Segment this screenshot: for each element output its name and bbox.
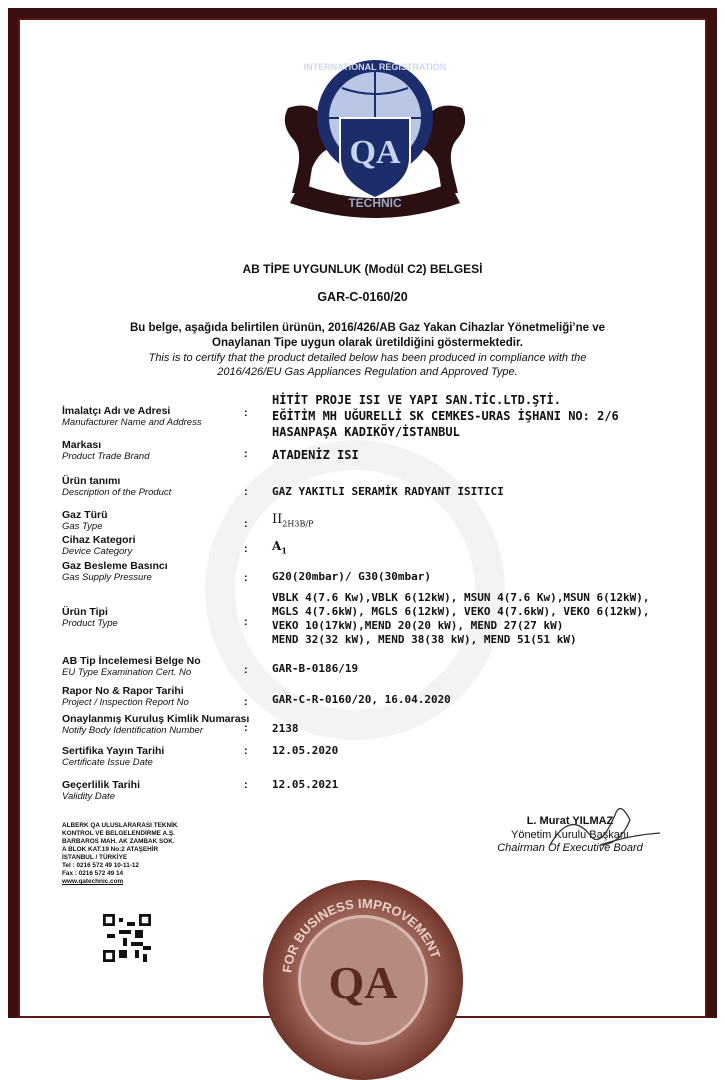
intro-tr-line-2: Onaylanan Tipe uygun olarak üretildiğini göstermektedir. (212, 337, 523, 349)
product-type-label: Ürün Tipi (62, 606, 108, 618)
brand-value: ATADENİZ ISI (272, 448, 359, 462)
gas-pressure-label: Gaz Besleme Basıncı (62, 560, 168, 572)
address-line: Fax : 0216 572 49 14 (62, 870, 124, 877)
description-label: Ürün tanımı (62, 475, 121, 487)
manufacturer-line-2: EĞİTİM MH UĞURELLİ SK CEMKES-URAS İŞHANI NO: 2/6 (272, 409, 619, 423)
signatory-title-tr: Yönetim Kurulu Başkanı (510, 829, 629, 841)
colon: : (244, 664, 248, 676)
logo-banner: TECHNIC (348, 196, 402, 210)
address-line: ALBERK QA ULUSLARARASI TEKNİK (62, 822, 178, 829)
report-value: GAR-C-R-0160/20, 16.04.2020 (272, 693, 451, 706)
manufacturer-label: İmalatçı Adı ve Adresi (62, 405, 171, 417)
issue-date-label-en: Certificate Issue Date (62, 757, 153, 768)
product-type-line-3: VEKO 10(17kW),MEND 20(20 kW), MEND 27(27 kW) (272, 619, 564, 632)
eu-exam-value: GAR-B-0186/19 (272, 662, 359, 675)
eu-exam-label-en: EU Type Examination Cert. No (62, 667, 192, 678)
certificate-number: GAR-C-0160/20 (317, 290, 408, 304)
manufacturer-label-en: Manufacturer Name and Address (62, 417, 202, 428)
document-title: AB TİPE UYGUNLUK (Modül C2) BELGESİ (242, 262, 483, 276)
validity-label-en: Validity Date (62, 791, 115, 802)
issue-date-label: Sertifika Yayın Tarihi (62, 745, 165, 757)
product-type-line-1: VBLK 4(7.6 Kw),VBLK 6(12kW), MSUN 4(7.6 Kw),MSUN 6(12kW), (272, 591, 650, 604)
colon: : (244, 722, 248, 734)
intro-en-line-1: This is to certify that the product detailed below has been produced in compliance with the (148, 352, 587, 364)
notify-body-label-en: Notify Body Identification Number (62, 725, 203, 736)
manufacturer-line-3: HASANPAŞA KADIKÖY/İSTANBUL (272, 425, 460, 439)
logo-letters: QA (349, 134, 401, 171)
address-line: Tel : 0216 572 49 10-11-12 (62, 862, 139, 869)
intro-en-line-2: 2016/426/EU Gas Appliances Regulation and Approved Type. (217, 366, 518, 378)
signatory-title-en: Chairman Of Executive Board (497, 842, 643, 854)
handwritten-signature (540, 800, 670, 860)
colon: : (244, 448, 248, 460)
description-label-en: Description of the Product (62, 487, 172, 498)
colon: : (244, 543, 248, 555)
brand-label-en: Product Trade Brand (62, 451, 150, 462)
address-line: KONTROL VE BELGELENDİRME A.Ş. (62, 830, 175, 837)
qa-technic-seal (263, 880, 463, 1080)
colon: : (244, 745, 248, 757)
colon: : (244, 616, 248, 628)
notify-body-label: Onaylanmış Kuruluş Kimlik Numarası (62, 713, 250, 725)
signatory-name: L. Murat YILMAZ (526, 815, 614, 827)
colon: : (244, 407, 248, 419)
eu-exam-label: AB Tip İncelemesi Belge No (62, 655, 201, 667)
intro-tr-line-1: Bu belge, aşağıda belirtilen ürünün, 2016/426/AB Gaz Yakan Cihazlar Yönetmeliği’ne ve (129, 322, 606, 334)
product-type-line-2: MGLS 4(7.6kW), MGLS 6(12kW), VEKO 4(7.6kW), VEKO 6(12kW), (272, 605, 650, 618)
product-type-label-en: Product Type (62, 618, 118, 629)
brand-label: Markası (62, 439, 102, 451)
product-type-line-4: MEND 32(32 kW), MEND 38(38 kW), MEND 51(51 kW) (272, 633, 577, 646)
manufacturer-line-1: HİTİT PROJE ISI VE YAPI SAN.TİC.LTD.ŞTİ. (272, 393, 561, 407)
seal-graphics (263, 880, 463, 1080)
gas-type-label: Gaz Türü (62, 509, 108, 521)
device-category-label: Cihaz Kategori (62, 534, 136, 546)
gas-pressure-value: G20(20mbar)/ G30(30mbar) (272, 570, 431, 583)
colon: : (244, 518, 248, 530)
colon: : (244, 696, 248, 708)
device-category-value: $A_1$ (272, 539, 287, 556)
qr-code (103, 914, 151, 962)
notify-body-value: 2138 (272, 722, 299, 735)
colon: : (244, 486, 248, 498)
colon: : (244, 572, 248, 584)
gas-type-value: $II_{2H3B/P}$ (272, 512, 314, 529)
address-line: BARBAROS MAH. AK ZAMBAK SOK. (62, 838, 175, 845)
colon: : (244, 779, 248, 791)
address-line: İSTANBUL / TÜRKİYE (62, 854, 128, 861)
address-line[interactable]: www.qatechnic.com (62, 878, 124, 885)
logo-ring-text: INTERNATIONAL REGISTRATION (303, 62, 447, 72)
validity-label: Geçerlilik Tarihi (62, 779, 141, 791)
seal-ring-text: FOR BUSINESS IMPROVEMENT (279, 895, 444, 974)
company-address (62, 822, 232, 886)
qa-technic-logo (270, 48, 480, 228)
gas-type-label-en: Gas Type (62, 521, 103, 532)
report-label-en: Project / Inspection Report No (62, 697, 189, 708)
validity-value: 12.05.2021 (272, 778, 339, 791)
issue-date-value: 12.05.2020 (272, 744, 339, 757)
device-category-label-en: Device Category (62, 546, 133, 557)
report-label: Rapor No & Rapor Tarihi (62, 685, 184, 697)
address-line: A BLOK KAT.19 No:2 ATAŞEHİR (62, 846, 159, 853)
description-value: GAZ YAKITLI SERAMİK RADYANT ISITICI (272, 485, 504, 498)
gas-pressure-label-en: Gas Supply Pressure (62, 572, 152, 583)
seal-letters: QA (328, 957, 398, 1008)
